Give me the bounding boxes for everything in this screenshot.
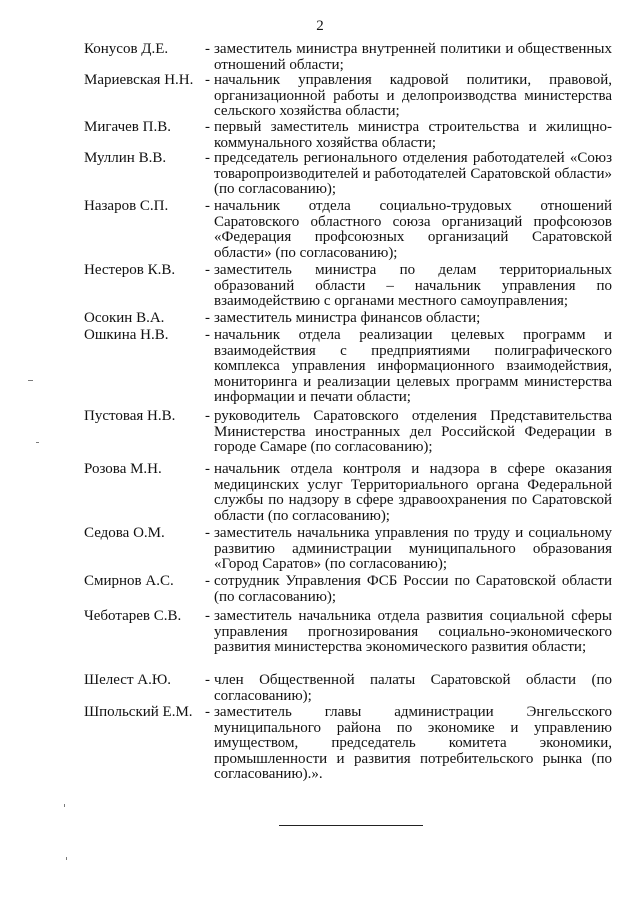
member-list xyxy=(84,42,612,785)
member-entry xyxy=(84,263,612,311)
member-name: Осокин В.А. xyxy=(84,310,165,326)
member-position: начальник управления кадровой политики, правовой, организационной работы и делопроизводства министерства сельского хозяйства области; xyxy=(214,72,612,119)
member-dash: - xyxy=(205,608,210,624)
member-dash: - xyxy=(205,461,210,477)
member-position: заместитель начальника управления по труду и социальному развитию администрации муниципального образования «Город Саратов» (по согласованию); xyxy=(214,525,612,572)
member-dash: - xyxy=(205,262,210,278)
member-name: Розова М.Н. xyxy=(84,461,162,477)
member-entry xyxy=(84,151,612,199)
member-position: заместитель начальника отдела развития социальной сферы управления прогнозирования социально-экономического развития министерства экономического развития области; xyxy=(214,608,612,655)
member-dash: - xyxy=(205,408,210,424)
member-name: Конусов Д.Е. xyxy=(84,41,169,57)
member-name: Чеботарев С.В. xyxy=(84,608,182,624)
member-position: председатель регионального отделения работодателей «Союз товаропроизводителей и работодателей Саратовской области» (по согласованию); xyxy=(214,150,612,197)
member-dash: - xyxy=(205,310,210,326)
member-dash: - xyxy=(205,41,210,57)
member-position: заместитель главы администрации Энгельсского муниципального района по экономике и управлению имуществом, председатель комитета экономики, промышленности и развития потребительского рынка (по согласованию).». xyxy=(214,704,612,782)
member-position: заместитель министра по делам территориальных образований области – начальник управления по взаимодействию с органами местного самоуправления; xyxy=(214,262,612,309)
member-name: Мариевская Н.Н. xyxy=(84,72,194,88)
scan-mark xyxy=(64,804,65,807)
member-name: Седова О.М. xyxy=(84,525,165,541)
member-name: Мигачев П.В. xyxy=(84,119,171,135)
member-name: Шпольский Е.М. xyxy=(84,704,193,720)
member-name: Назаров С.П. xyxy=(84,198,169,214)
member-dash: - xyxy=(205,704,210,720)
member-dash: - xyxy=(205,573,210,589)
member-name: Муллин В.В. xyxy=(84,150,167,166)
member-position: начальник отдела реализации целевых программ и взаимодействия с предприятиями полиграфического комплекса управления информационного взаимодействия, мониторинга и реализации целевых программ министерства информации и печати области; xyxy=(214,327,612,405)
member-entry xyxy=(84,673,612,705)
member-position: руководитель Саратовского отделения Представительства Министерства иностранных дел Российской Федерации в городе Самаре (по согласованию); xyxy=(214,408,612,455)
member-entry xyxy=(84,526,612,574)
member-entry xyxy=(84,199,612,263)
closing-rule xyxy=(279,825,423,826)
member-entry xyxy=(84,42,612,73)
member-dash: - xyxy=(205,525,210,541)
member-dash: - xyxy=(205,672,210,688)
member-dash: - xyxy=(205,119,210,135)
member-dash: - xyxy=(205,198,210,214)
member-name: Ошкина Н.В. xyxy=(84,327,169,343)
member-name: Шелест А.Ю. xyxy=(84,672,172,688)
member-position: заместитель министра внутренней политики и общественных отношений области; xyxy=(214,41,612,73)
member-entry xyxy=(84,462,612,526)
member-position: член Общественной палаты Саратовской области (по согласованию); xyxy=(214,672,612,704)
member-position: начальник отдела контроля и надзора в сфере оказания медицинских услуг Территориального органа Федеральной службы по надзору в сфере здравоохранения по Саратовской области (по согласованию); xyxy=(214,461,612,524)
member-entry xyxy=(84,409,612,462)
member-entry xyxy=(84,609,612,673)
scan-mark xyxy=(66,857,67,860)
member-position: сотрудник Управления ФСБ России по Саратовской области (по согласованию); xyxy=(214,573,612,605)
member-dash: - xyxy=(205,327,210,343)
member-position: начальник отдела социально-трудовых отношений Саратовского областного союза организаций профсоюзов «Федерация профсоюзных организаций Саратовской области» (по согласованию); xyxy=(214,198,612,261)
member-name: Нестеров К.В. xyxy=(84,262,176,278)
member-dash: - xyxy=(205,150,210,166)
member-position: первый заместитель министра строительства и жилищно-коммунального хозяйства области; xyxy=(214,119,612,151)
member-name: Смирнов А.С. xyxy=(84,573,174,589)
scan-mark xyxy=(36,442,39,443)
member-entry xyxy=(84,311,612,328)
member-name: Пустовая Н.В. xyxy=(84,408,176,424)
member-entry xyxy=(84,328,612,409)
member-position: заместитель министра финансов области; xyxy=(214,310,481,326)
member-entry xyxy=(84,574,612,609)
member-entry xyxy=(84,120,612,151)
member-dash: - xyxy=(205,72,210,88)
member-entry xyxy=(84,705,612,785)
page-number: 2 xyxy=(316,18,324,34)
scan-mark xyxy=(28,380,33,381)
member-entry xyxy=(84,73,612,120)
